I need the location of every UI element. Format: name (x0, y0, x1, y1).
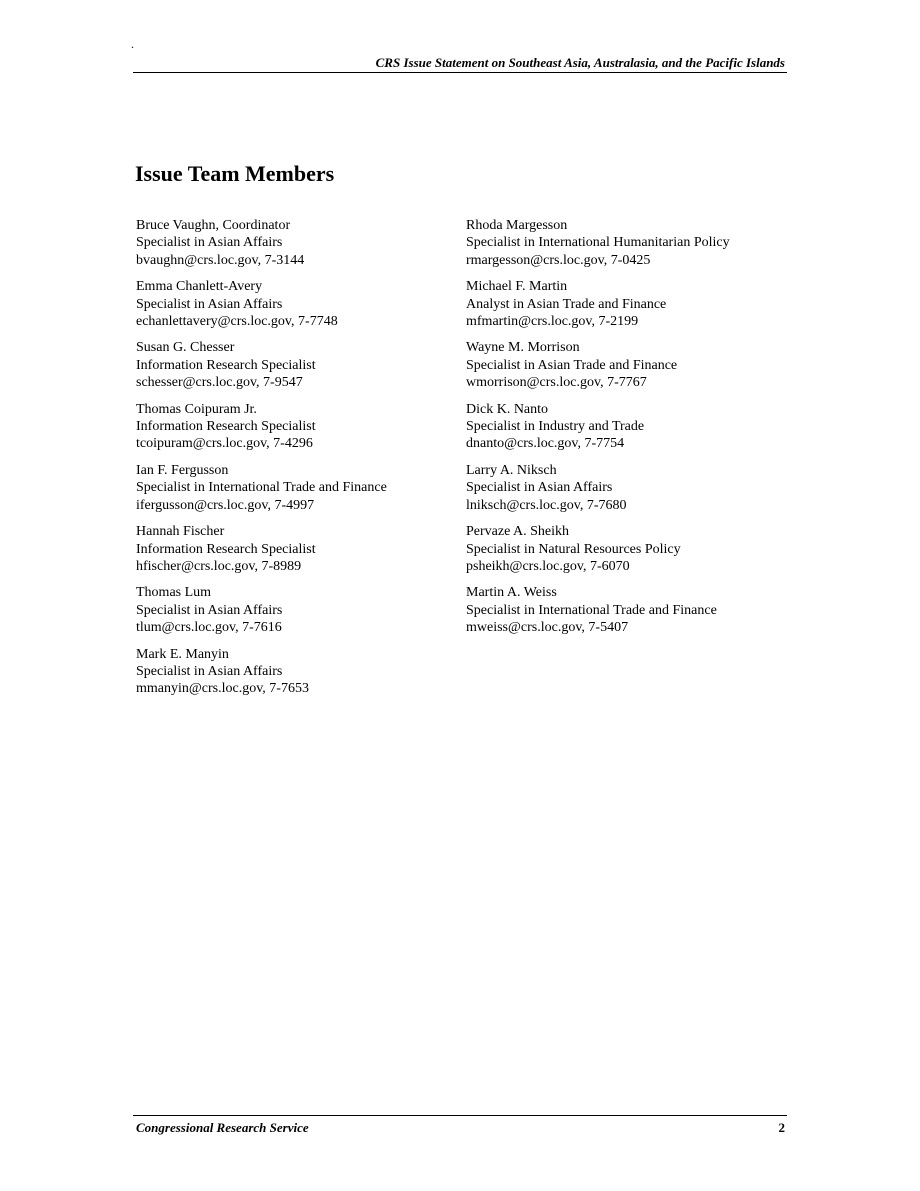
member-contact: ifergusson@crs.loc.gov, 7-4997 (136, 497, 315, 513)
member-entry (466, 523, 786, 575)
member-name: Emma Chanlett-Avery (136, 279, 263, 295)
member-entry (136, 584, 456, 636)
member-entry (466, 401, 786, 453)
member-contact: tcoipuram@crs.loc.gov, 7-4296 (136, 436, 313, 452)
member-title: Specialist in Asian Trade and Finance (466, 357, 678, 373)
member-contact: rmargesson@crs.loc.gov, 7-0425 (466, 252, 651, 268)
member-contact: hfischer@crs.loc.gov, 7-8989 (136, 558, 302, 574)
member-name: Thomas Coipuram Jr. (136, 401, 257, 417)
section-heading: Issue Team Members (135, 161, 335, 186)
footer-rule (133, 1115, 787, 1116)
member-contact: tlum@crs.loc.gov, 7-7616 (136, 620, 282, 636)
footer-organization: Congressional Research Service (136, 1120, 309, 1135)
member-name: Martin A. Weiss (466, 585, 557, 601)
member-title: Information Research Specialist (136, 357, 316, 373)
member-title: Specialist in Asian Affairs (136, 663, 283, 679)
member-contact: mmanyin@crs.loc.gov, 7-7653 (136, 681, 309, 697)
member-contact: wmorrison@crs.loc.gov, 7-7767 (466, 375, 647, 391)
member-title: Specialist in International Trade and Finance (136, 480, 387, 496)
member-name: Rhoda Margesson (466, 218, 568, 233)
member-contact: bvaughn@crs.loc.gov, 7-3144 (136, 252, 305, 268)
member-name: Thomas Lum (136, 585, 212, 601)
member-contact: echanlettavery@crs.loc.gov, 7-7748 (136, 314, 338, 330)
member-entry (136, 462, 456, 514)
members-column-left (136, 217, 456, 707)
members-column-right (466, 217, 786, 646)
member-title: Specialist in Asian Affairs (136, 602, 283, 618)
running-header-title: CRS Issue Statement on Southeast Asia, Australasia, and the Pacific Islands (375, 55, 785, 70)
member-title: Specialist in Industry and Trade (466, 419, 645, 435)
stray-dot-mark: . (131, 37, 134, 51)
member-entry (136, 401, 456, 453)
member-title: Specialist in Natural Resources Policy (466, 541, 681, 557)
member-entry (136, 217, 456, 269)
member-title: Information Research Specialist (136, 541, 316, 557)
member-contact: schesser@crs.loc.gov, 7-9547 (136, 375, 303, 391)
member-name: Hannah Fischer (136, 524, 225, 540)
member-title: Specialist in Asian Affairs (466, 480, 613, 496)
member-name: Susan G. Chesser (136, 340, 235, 356)
member-name: Larry A. Niksch (466, 462, 557, 478)
header-rule (133, 72, 787, 73)
member-entry (466, 217, 786, 269)
member-entry (466, 339, 786, 391)
member-contact: lniksch@crs.loc.gov, 7-7680 (466, 497, 627, 513)
member-name: Mark E. Manyin (136, 646, 229, 662)
member-name: Michael F. Martin (466, 279, 568, 295)
member-entry (136, 278, 456, 330)
member-contact: mweiss@crs.loc.gov, 7-5407 (466, 620, 629, 636)
member-title: Specialist in Asian Affairs (136, 296, 283, 312)
footer-page-number: 2 (778, 1120, 785, 1135)
member-title: Specialist in International Humanitarian Policy (466, 235, 730, 251)
member-name: Wayne M. Morrison (466, 340, 580, 356)
member-title: Specialist in International Trade and Finance (466, 602, 717, 618)
member-name: Pervaze A. Sheikh (466, 524, 570, 540)
member-entry (466, 462, 786, 514)
member-title: Analyst in Asian Trade and Finance (466, 296, 667, 312)
member-contact: dnanto@crs.loc.gov, 7-7754 (466, 436, 625, 452)
member-contact: psheikh@crs.loc.gov, 7-6070 (466, 558, 630, 574)
member-entry (136, 523, 456, 575)
member-contact: mfmartin@crs.loc.gov, 7-2199 (466, 314, 639, 330)
member-entry (136, 339, 456, 391)
member-name: Bruce Vaughn, Coordinator (136, 218, 291, 233)
member-entry (466, 584, 786, 636)
member-title: Specialist in Asian Affairs (136, 235, 283, 251)
member-name: Dick K. Nanto (466, 401, 549, 417)
member-entry (136, 646, 456, 698)
member-title: Information Research Specialist (136, 419, 316, 435)
member-name: Ian F. Fergusson (136, 462, 229, 478)
member-entry (466, 278, 786, 330)
